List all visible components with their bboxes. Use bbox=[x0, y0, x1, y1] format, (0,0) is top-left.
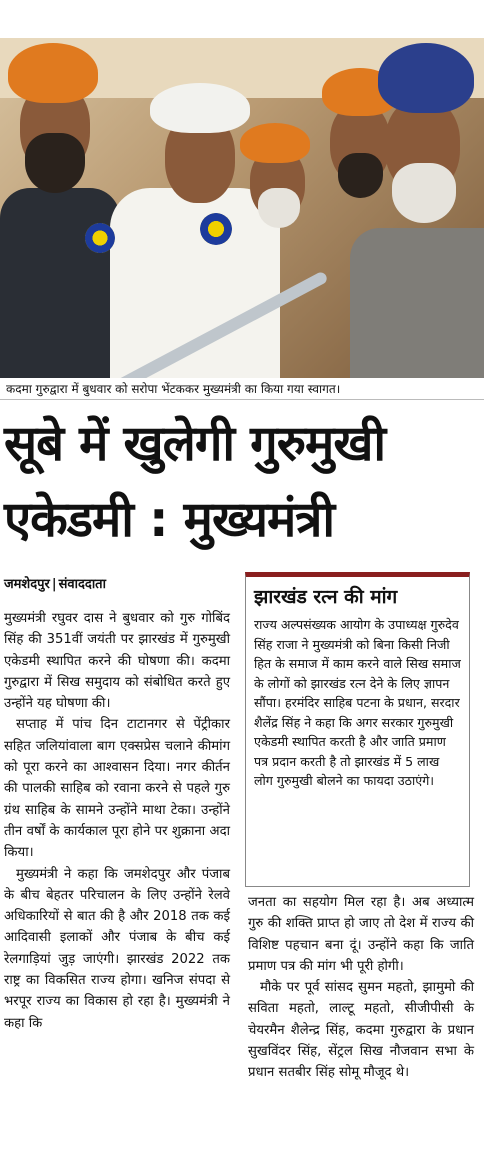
article-paragraph: मुख्यमंत्री रघुवर दास ने बुधवार को गुरु गोबिंद सिंह की 351वीं जयंती पर झारखंड में गुरुमुखी एकेडमी स्थापित करने की घोषणा की। कदमा गुरुद्वारा में सिख समुदाय को संबोधित करते हुए उन्होंने यह घोषणा की। bbox=[4, 611, 230, 712]
photo-rosette-left bbox=[85, 223, 115, 253]
photo-person-left-beard bbox=[25, 133, 85, 193]
photo-person-left-turban bbox=[8, 43, 98, 103]
headline-line-2: एकेडमी : मुख्यमंत्री bbox=[4, 491, 335, 548]
byline-reporter: संवाददाता bbox=[58, 577, 106, 592]
byline-place: जमशेदपुर bbox=[4, 577, 50, 592]
photo-person-right-turban bbox=[378, 43, 474, 113]
photo-person-right2-beard bbox=[338, 153, 383, 198]
byline-separator: | bbox=[51, 577, 57, 592]
photo-person-back-turban bbox=[240, 123, 310, 163]
photo-person-back-beard bbox=[258, 188, 300, 228]
article-paragraph: मौके पर पूर्व सांसद सुमन महतो, झामुमो की सविता महतो, लाल्टू महतो, सीजीपीसी के चेयरमैन शैलेन्द्र सिंह, कदमा गुरुद्वारा के प्रधान सुखविंदर सिंह, सेंट्रल सिख नौजवान सभा के प्रधान सतबीर सिंह सोमू मौजूद थे। bbox=[248, 980, 474, 1081]
photo-person-right-beard bbox=[392, 163, 456, 223]
news-photo bbox=[0, 38, 484, 378]
byline bbox=[4, 574, 106, 592]
sidebar-body: राज्य अल्पसंख्यक आयोग के उपाध्यक्ष गुरुदेव सिंह राजा ने मुख्यमंत्री को बिना किसी निजी हित के समाज में काम करने वाले सिख समाज के लोगों को झारखंड रत्न देने के लिए ज्ञापन सौंपा। हरमंदिर साहिब पटना के प्रधान, सरदार शैलेंद्र सिंह ने कहा कि अगर सरकार गुरुमुखी एकेडमी स्थापित करती है और जाति प्रमाण पत्र प्रदान करती है तो झारखंड में 5 लाख लोग गुरुमुखी बोलने का फायदा उठाएंगे। bbox=[254, 617, 461, 788]
headline-line-1: सूबे में खुलेगी गुरुमुखी bbox=[4, 415, 386, 472]
photo-person-left-coat bbox=[0, 188, 120, 378]
article-column-right bbox=[248, 892, 474, 1084]
photo-person-right-sweater bbox=[350, 228, 484, 378]
article-paragraph: मुख्यमंत्री ने कहा कि जमशेदपुर और पंजाब के बीच बेहतर परिचालन के लिए उन्होंने रेलवे अधिकारियों से बात की है और 2018 तक कई आदिवासी इलाकों और पंजाब के बीच कई रेलगाड़ियां जुड़ जाएंगी। झारखंड 2022 तक राष्ट्र का विकसित राज्य होगा। खनिज संपदा से भरपूर राज्य का विकास हो रहा है। मुख्यमंत्री ने कहा कि bbox=[4, 866, 230, 1031]
article-paragraph: सप्ताह में पांच दिन टाटानगर से पेंट्रीकार सहित जलियांवाला बाग एक्सप्रेस चलाने कीमांग को पूरा करने का आश्वासन दिया। नगर कीर्तन की पालकी साहिब को रवाना करने से पहले गुरु ग्रंथ साहिब के सामने उन्होंने माथा टेका। उन्होंने तीन वर्षों के कार्यकाल पूरा होने पर शुक्राना अदा किया। bbox=[4, 717, 230, 861]
photo-caption: कदमा गुरुद्वारा में बुधवार को सरोपा भेंटककर मुख्यमंत्री का किया गया स्वागत। bbox=[0, 378, 484, 400]
photo-person-center-headwrap bbox=[150, 83, 250, 133]
article-column-left bbox=[4, 608, 230, 1034]
sidebar-title: झारखंड रत्न की मांग bbox=[254, 586, 398, 608]
sidebar-box bbox=[245, 572, 470, 887]
photo-rosette-center bbox=[200, 213, 232, 245]
article-paragraph: जनता का सहयोग मिल रहा है। अब अध्यात्म गुरु की शक्ति प्राप्त हो जाए तो देश में राज्य की विशिष्ट पहचान बना दूं। उन्होंने कहा कि जाति प्रमाण पत्र की मांग भी पूरी होगी। bbox=[248, 895, 474, 974]
